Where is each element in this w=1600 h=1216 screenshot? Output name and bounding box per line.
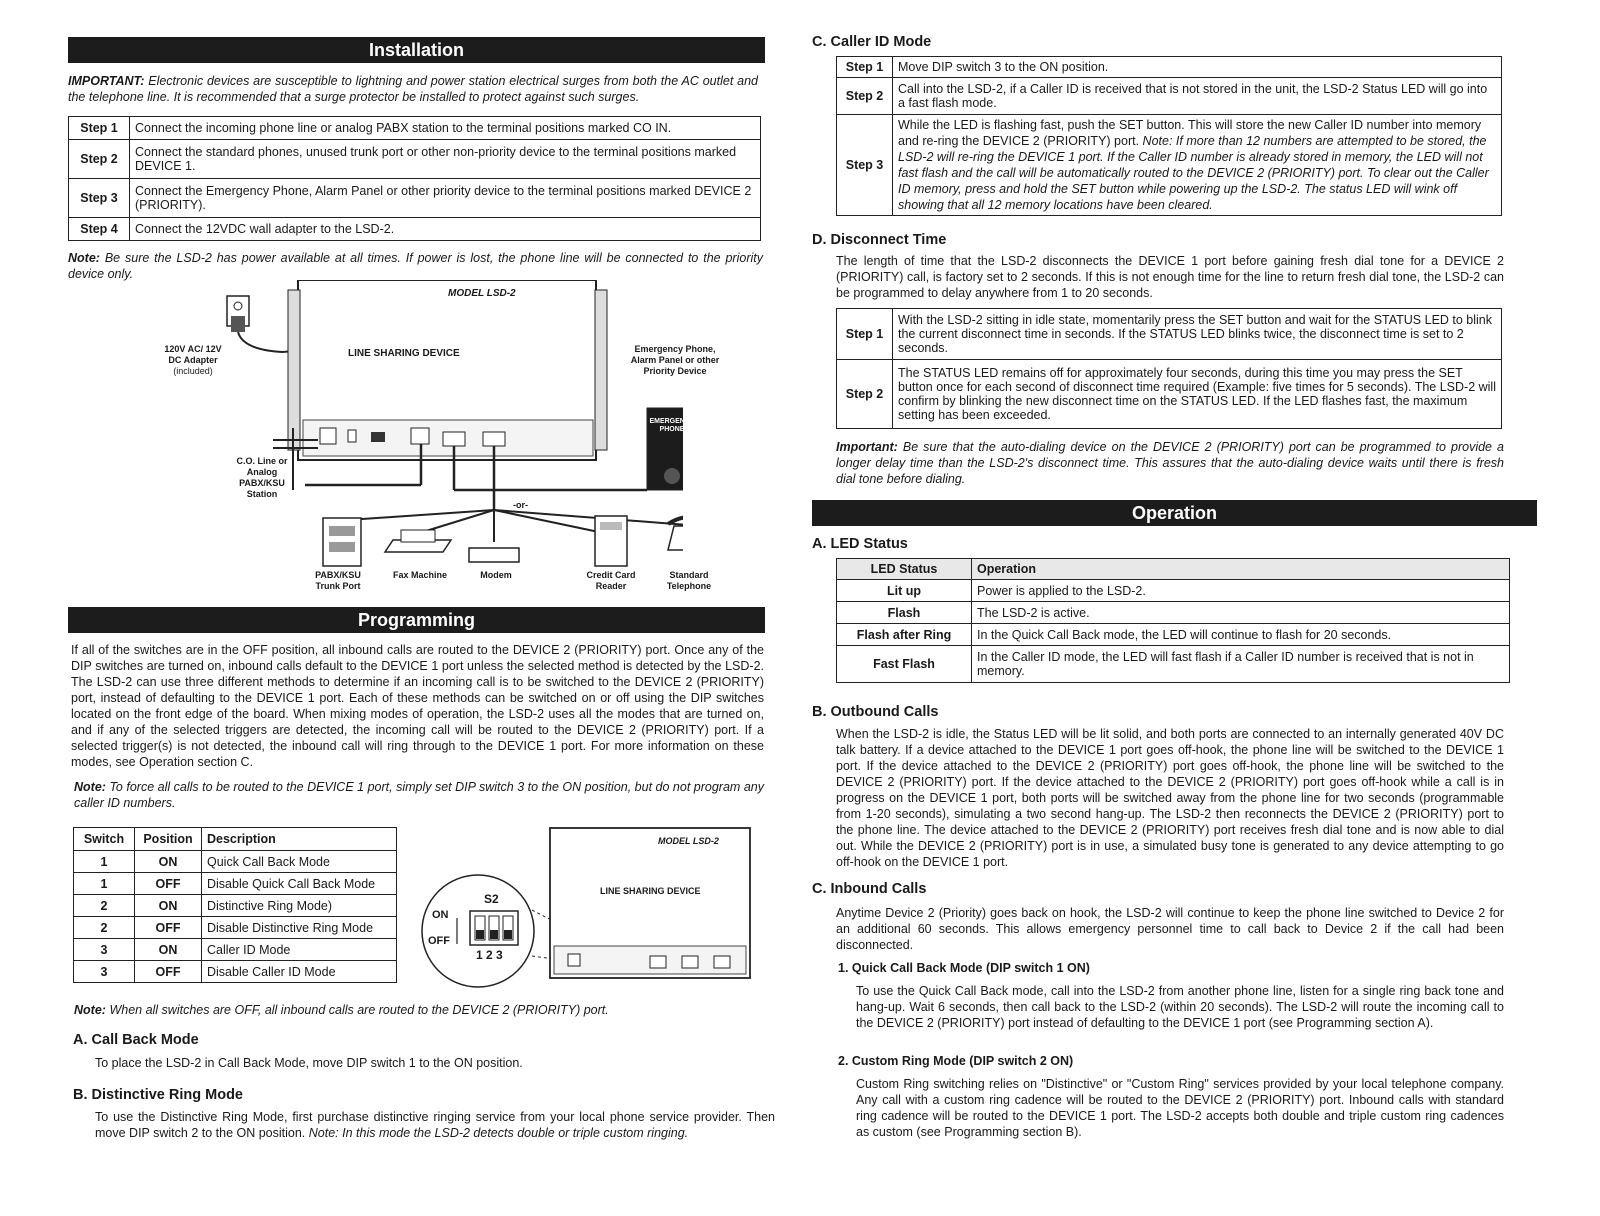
device-label: PABX/KSU Trunk Port <box>315 570 361 591</box>
cell: Disable Quick Call Back Mode <box>202 873 397 895</box>
step-label: Step 4 <box>69 218 130 241</box>
inbound-calls-text: Anytime Device 2 (Priority) goes back on hook, the LSD-2 will continue to keep the phone line switched to Device 2 for an additional 60 seconds. This allows emergency personnel time to call back to Device 2 if the call had been disconnected. <box>836 906 1504 952</box>
custom-ring-heading: 2. Custom Ring Mode (DIP switch 2 ON) <box>838 1054 1074 1068</box>
cell: Caller ID Mode <box>202 939 397 961</box>
switches-off-note <box>74 1002 764 1018</box>
step-label: Step 3 <box>837 115 893 216</box>
table-row <box>74 895 397 917</box>
cell: OFF <box>135 873 202 895</box>
s2-off-label: OFF <box>428 935 450 947</box>
step-text: Connect the incoming phone line or analog PABX station to the terminal positions marked CO IN. <box>130 117 761 140</box>
wiring-diagram <box>163 280 720 605</box>
table-row <box>69 179 761 218</box>
dip-switch-diagram <box>420 826 760 996</box>
led-status-heading: A. LED Status <box>812 536 908 552</box>
table-row <box>74 939 397 961</box>
table-row <box>837 360 1502 429</box>
cell: Distinctive Ring Mode) <box>202 895 397 917</box>
cell: Lit up <box>837 580 972 602</box>
step-text: Call into the LSD-2, if a Caller ID is received that is not stored in the unit, the LSD-2 Status LED will go into a fast flash mode. <box>893 78 1502 115</box>
emergency-phone-label: EMERGENCY PHONE <box>649 418 695 433</box>
step-label: Step 1 <box>837 57 893 78</box>
step-text: With the LSD-2 sitting in idle state, momentarily press the SET button and wait for the STATUS LED to blink the current disconnect time in seconds. If the STATUS LED blinks twice, the disconnect time is set to 2 seconds. <box>893 309 1502 360</box>
cell: 1 <box>74 851 135 873</box>
device-label: Modem <box>480 570 512 580</box>
step-text: The STATUS LED remains off for approximately four seconds, during this time you may press the SET button once for each second of disconnect time required (Example: five times for 5 seconds). The LSD-2 will confirm by blinking the new disconnect time on the STATUS LED. If the LED flashes fast, the maximum setting has been exceeded. <box>893 360 1502 429</box>
table-row <box>837 580 1510 602</box>
diagram-co-line-label: C.O. Line or Analog PABX/KSU Station <box>236 456 288 499</box>
cell: In the Quick Call Back mode, the LED will continue to flash for 20 seconds. <box>972 624 1510 646</box>
important-text: Be sure that the auto-dialing device on the DEVICE 2 (PRIORITY) port can be programmed to provide a longer delay time than the LSD-2's disconnect time. This assures that the auto-dialing device waits until there is fresh dial tone before dialing. <box>836 440 1504 486</box>
led-status-table <box>836 558 1510 683</box>
installation-header: Installation <box>68 37 765 63</box>
inbound-calls-heading: C. Inbound Calls <box>812 881 927 897</box>
cell: ON <box>135 851 202 873</box>
custom-ring-text: Custom Ring switching relies on "Distinctive" or "Custom Ring" services provided by your local telephone company. Any call with a custom ring cadence will be routed to the DEVICE 2 (PRIORITY) port. Inbound calls with standard ring cadence will be routed to the DEVICE 1 port. The LSD-2 accepts both double and triple custom ring cadences as custom (see Programming section B). <box>856 1077 1504 1139</box>
column-header: LED Status <box>837 559 972 580</box>
adapter-text: 120V AC/ 12V DC Adapter <box>164 344 222 365</box>
table-row <box>69 218 761 241</box>
dip-switch-table <box>73 827 397 983</box>
cell: ON <box>135 895 202 917</box>
cell: 2 <box>74 917 135 939</box>
cell: Flash after Ring <box>837 624 972 646</box>
installation-steps-table <box>68 116 761 241</box>
programming-note <box>74 779 764 811</box>
step3-text: While the LED is flashing fast, push the SET button. This will store the new Caller ID number into memory and re-ring the DEVICE 2 (PRIORITY) port. <box>898 118 1482 148</box>
column-header: Operation <box>972 559 1510 580</box>
step-label: Step 2 <box>837 360 893 429</box>
installation-note <box>68 250 763 282</box>
cell: 2 <box>74 895 135 917</box>
disconnect-time-text: The length of time that the LSD-2 disconnects the DEVICE 1 port before gaining fresh dial tone for a DEVICE 2 (PRIORITY) call, is factory set to 2 seconds. If this is not enough time for the line to return fresh dial tone, the LSD-2 can be programmed to delay anywhere from 1 to 20 seconds. <box>836 254 1504 300</box>
s2-numbers: 1 2 3 <box>476 948 503 962</box>
quick-call-back-text: To use the Quick Call Back mode, call into the LSD-2 from another phone line, listen for a single ring back tone and hang-up. Wait 6 seconds, then call back to the LSD-2 (within 20 seconds). The LSD-2 will route the incoming call to the DEVICE 2 (PRIORITY) port instead of defaulting to the DEVICE 1 port (see Programming section A). <box>856 984 1504 1030</box>
important-note <box>68 73 758 105</box>
column-header: Description <box>202 828 397 851</box>
cell: Disable Distinctive Ring Mode <box>202 917 397 939</box>
cell: 3 <box>74 961 135 983</box>
caller-id-steps-table <box>836 56 1502 216</box>
table-row <box>69 117 761 140</box>
call-back-mode-text: To place the LSD-2 in Call Back Mode, move DIP switch 1 to the ON position. <box>95 1056 523 1070</box>
table-row <box>837 115 1502 216</box>
outbound-calls-heading: B. Outbound Calls <box>812 704 939 720</box>
cell: OFF <box>135 917 202 939</box>
diagram-or-label: -or- <box>513 500 528 510</box>
diagram-device-name: LINE SHARING DEVICE <box>348 348 460 359</box>
note-label: Note: <box>74 780 106 794</box>
step-label: Step 2 <box>837 78 893 115</box>
step-text: Connect the 12VDC wall adapter to the LSD-2. <box>130 218 761 241</box>
note-label: Note: <box>68 251 100 265</box>
distinctive-ring-line1: To use the Distinctive Ring Mode, first purchase distinctive ringing service from your local phone service provider. <box>95 1110 742 1124</box>
important-label: Important: <box>836 440 898 454</box>
table-header-row <box>74 828 397 851</box>
device-label: Standard Telephone <box>666 570 712 591</box>
wiring-diagram-svg <box>163 280 683 605</box>
note-text: To force all calls to be routed to the DEVICE 1 port, simply set DIP switch 3 to the ON position, but do not program any caller ID numbers. <box>74 780 764 810</box>
column-header: Switch <box>74 828 135 851</box>
programming-header: Programming <box>68 607 765 633</box>
cell: Disable Caller ID Mode <box>202 961 397 983</box>
adapter-note: (included) <box>173 366 213 376</box>
step-label: Step 3 <box>69 179 130 218</box>
diagram-model-label: MODEL LSD-2 <box>448 288 516 299</box>
important-label: IMPORTANT: <box>68 74 145 88</box>
cell: The LSD-2 is active. <box>972 602 1510 624</box>
step-label: Step 1 <box>837 309 893 360</box>
table-row <box>74 873 397 895</box>
step-label: Step 2 <box>69 140 130 179</box>
device-label: Fax Machine <box>392 570 448 580</box>
cell: Fast Flash <box>837 646 972 683</box>
table-row <box>837 57 1502 78</box>
outbound-calls-text: When the LSD-2 is idle, the Status LED will be lit solid, and both ports are connected to an internally generated 40V DC talk battery. If a device attached to the DEVICE 1 port goes off-hook, the phone line will be switched to the DEVICE 1 port. If the device attached to the DEVICE 2 (PRIORITY) port goes off-hook, the phone line will be switched to the DEVICE 2 (PRIORITY) port. If the device attached to the DEVICE 2 (PRIORITY) port goes off-hook while a call is in progress on the DEVICE 1 port, both ports will be switched away from the phone line for two seconds (programmable from 1-20 seconds), simulating a two second hang-up. The LSD-2 then reconnects the DEVICE 2 (PRIORITY) port to the phone line. The device attached to the DEVICE 2 (PRIORITY) port receives fresh dial tone and is now able to dial out. While the DEVICE 2 (PRIORITY) port is in use, a simulated busy tone is generated to any device attempting to go off-hook on the DEVICE 1 port. <box>836 727 1504 869</box>
cell: Flash <box>837 602 972 624</box>
distinctive-ring-note: Note: In this mode the LSD-2 detects double or triple custom ringing. <box>308 1126 689 1140</box>
column-header: Position <box>135 828 202 851</box>
quick-call-back-heading: 1. Quick Call Back Mode (DIP switch 1 ON) <box>838 961 1090 975</box>
cell: OFF <box>135 961 202 983</box>
important-delay-note <box>836 439 1504 487</box>
step3-note: Note: If more than 12 numbers are attempted to be stored, the LSD-2 will re-ring the DEVICE 1 port. If the Caller ID number is already stored in memory, the LED will not fast flash and the call will be automatically routed to the DEVICE 2 (PRIORITY) port. To clear out the Caller ID memory, press and hold the SET button while powering up the LSD-2. The status LED will wink off showing that all 12 memory locations have been cleared. <box>898 134 1489 212</box>
cell: 1 <box>74 873 135 895</box>
step-label: Step 1 <box>69 117 130 140</box>
disconnect-time-heading: D. Disconnect Time <box>812 232 947 248</box>
operation-header: Operation <box>812 500 1537 526</box>
table-row <box>74 851 397 873</box>
table-row <box>837 624 1510 646</box>
step-text <box>893 115 1502 216</box>
caller-id-heading: C. Caller ID Mode <box>812 34 932 50</box>
programming-paragraph: If all of the switches are in the OFF position, all inbound calls are routed to the DEVICE 2 (PRIORITY) port. Once any of the DIP switches are turned on, inbound calls default to the DEVICE 1 port unless the selected method is detected by the LSD-2. The LSD-2 can use three different methods to determine if an incoming call is to be switched to the DEVICE 2 (PRIORITY) port, instead of defaulting to the DEVICE 1 port. Each of these methods can be switched on or off using the DIP switches located on the front edge of the board. When mixing modes of operation, the LSD-2 uses all the modes that are turned on, and if any of the selected triggers are detected, the incoming call will be routed to the DEVICE 2 (PRIORITY) port. If a selected trigger(s) is not detected, the inbound call will ring through to the DEVICE 1 port. For more information on these modes, see Operation section C. <box>71 643 764 769</box>
table-row <box>837 602 1510 624</box>
cell: 3 <box>74 939 135 961</box>
table-header-row <box>837 559 1510 580</box>
distinctive-ring-text <box>95 1109 775 1141</box>
step-text: Connect the standard phones, unused trunk port or other non-priority device to the terminal positions marked DEVICE 1. <box>130 140 761 179</box>
step-text: Move DIP switch 3 to the ON position. <box>893 57 1502 78</box>
cell: In the Caller ID mode, the LED will fast flash if a Caller ID number is received that is not in memory. <box>972 646 1510 683</box>
device-label: Credit Card Reader <box>586 570 636 591</box>
diagram-emergency-label: Emergency Phone, Alarm Panel or other Priority Device <box>630 344 720 376</box>
cell: Power is applied to the LSD-2. <box>972 580 1510 602</box>
diagram-adapter-label <box>163 344 223 377</box>
s2-label: S2 <box>484 892 499 906</box>
important-text: Electronic devices are susceptible to lightning and power station electrical surges from both the AC outlet and the telephone line. It is recommended that a surge protector be installed to protect against such surges. <box>68 74 758 104</box>
table-row <box>837 646 1510 683</box>
cell: ON <box>135 939 202 961</box>
disconnect-steps-table <box>836 308 1502 429</box>
call-back-mode-heading: A. Call Back Mode <box>73 1032 199 1048</box>
table-row <box>74 917 397 939</box>
step-text: Connect the Emergency Phone, Alarm Panel or other priority device to the terminal positions marked DEVICE 2 (PRIORITY). <box>130 179 761 218</box>
table-row <box>69 140 761 179</box>
table-row <box>837 309 1502 360</box>
small-model-label: MODEL LSD-2 <box>658 836 719 846</box>
distinctive-ring-line2: Then move DIP switch 2 to the ON position. <box>95 1110 775 1140</box>
note-label: Note: <box>74 1003 106 1017</box>
table-row <box>837 78 1502 115</box>
cell: Quick Call Back Mode <box>202 851 397 873</box>
small-device-name: LINE SHARING DEVICE <box>600 886 701 896</box>
distinctive-ring-heading: B. Distinctive Ring Mode <box>73 1087 243 1103</box>
s2-on-label: ON <box>432 909 449 921</box>
dip-switch-svg <box>420 826 760 996</box>
note-text: Be sure the LSD-2 has power available at all times. If power is lost, the phone line will be connected to the priority device only. <box>68 251 763 281</box>
note-text: When all switches are OFF, all inbound calls are routed to the DEVICE 2 (PRIORITY) port. <box>109 1003 609 1017</box>
table-row <box>74 961 397 983</box>
